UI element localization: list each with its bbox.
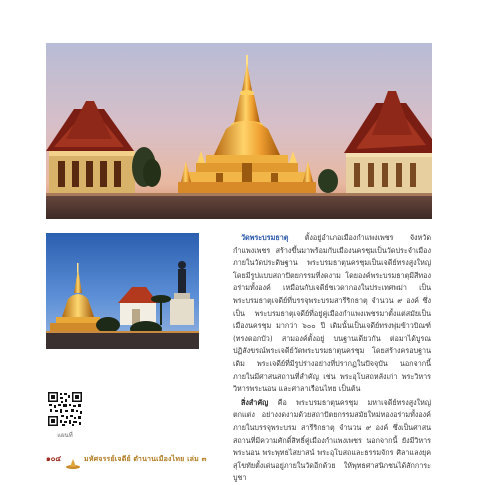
hero-photo-golden-stupa <box>46 43 432 219</box>
article-body <box>233 232 431 485</box>
paragraph-2-text: คือ พระบรมธาตุนครชุม มหาเจดีย์ทรงสูงใหญ่ ตกแต่ง อย่างงดงามด้วยสถาปัตยกรรมสมัยใหม่ทองอร่ามทั้งองค์ภายในบรรจุพระบรม สารีริกธาตุ จำนวน ๙ องค์ ซึ่งเป็นศาสนสถานที่มีความศักดิ์สิทธิ์คู่เมืองกำแพงเพชร นอกจากนี้ ยังมีวิหารพระนอน พระพุทธไสยาสน์ พระอุโบสถและธรรมจักร ศิลาแลงยุคสุโขทัยตั้งเด่นอยู่ภายในวัดอีกด้วย ให้พุทธศาสนิกชนได้สักการะบูชา <box>233 397 431 483</box>
inset-photo-stupa-statue <box>46 233 199 349</box>
temple-name-heading: วัดพระบรมธาตุ <box>241 233 289 242</box>
highlight-heading: สิ่งสำคัญ <box>241 397 269 407</box>
map-qr-code[interactable] <box>47 391 83 427</box>
page-footer <box>46 453 207 465</box>
qr-caption: แผนที่ <box>57 432 73 439</box>
page-number: ๑๐๔ <box>46 454 62 463</box>
article-paragraph-1 <box>233 232 431 396</box>
article-paragraph-2 <box>233 397 431 485</box>
book-title: มหัศจรรย์เจดีย์ ตำนานเมืองไทย เล่ม ๓ <box>84 454 207 463</box>
stupa-logo-icon <box>66 454 80 464</box>
paragraph-1-text: ตั้งอยู่อำเภอเมืองกำแพงเพชร จังหวัดกำแพงเพชร สร้างขึ้นมาพร้อมกับเมืองนครชุมเป็นวัดประจำเมือง ภายในวัดประดิษฐาน พระบรมธาตุนครชุมเป็นเจดีย์ทรงสูงใหญ่ โดยมีรูปแบบสถาปัตยกรรมที่งดงาม โดยองค์พระบรมธาตุมีสีทองอร่ามทั้งองค์ เหมือนกับเจดีย์ชเวดากองในประเทศพม่า เป็นพระบรมธาตุเจดีย์ที่บรรจุพระบรมสารีริกธาตุ จำนวน ๙ องค์ ซึ่งเป็น พระบรมธาตุเจดีย์ที่อยู่คู่เมืองกำแพงเพชรมาตั้งแต่สมัยเป็นเมืองนครชุม มากว่า ๖๐๐ ปี เดิมนั้นเป็นเจดีย์ทรงพุ่มข้าวบิณฑ์ (ทรงดอกบัว) สามองค์ตั้งอยู่ บนฐานเดียวกัน ต่อมาได้บูรณปฏิสังขรณ์พระเจดีย์วัดพระบรมธาตุนครชุม โดยสร้างครอบฐานเดิม พระเจดีย์ที่มีรูปร่างอย่างที่ปรากฏในปัจจุบัน นอกจากนี้ ภายในมีศาสนสถานที่สำคัญ เช่น พระอุโบสถหลังเก่า พระวิหาร วิหารพระนอน และศาลาเรือนไทย เป็นต้น <box>233 233 431 394</box>
